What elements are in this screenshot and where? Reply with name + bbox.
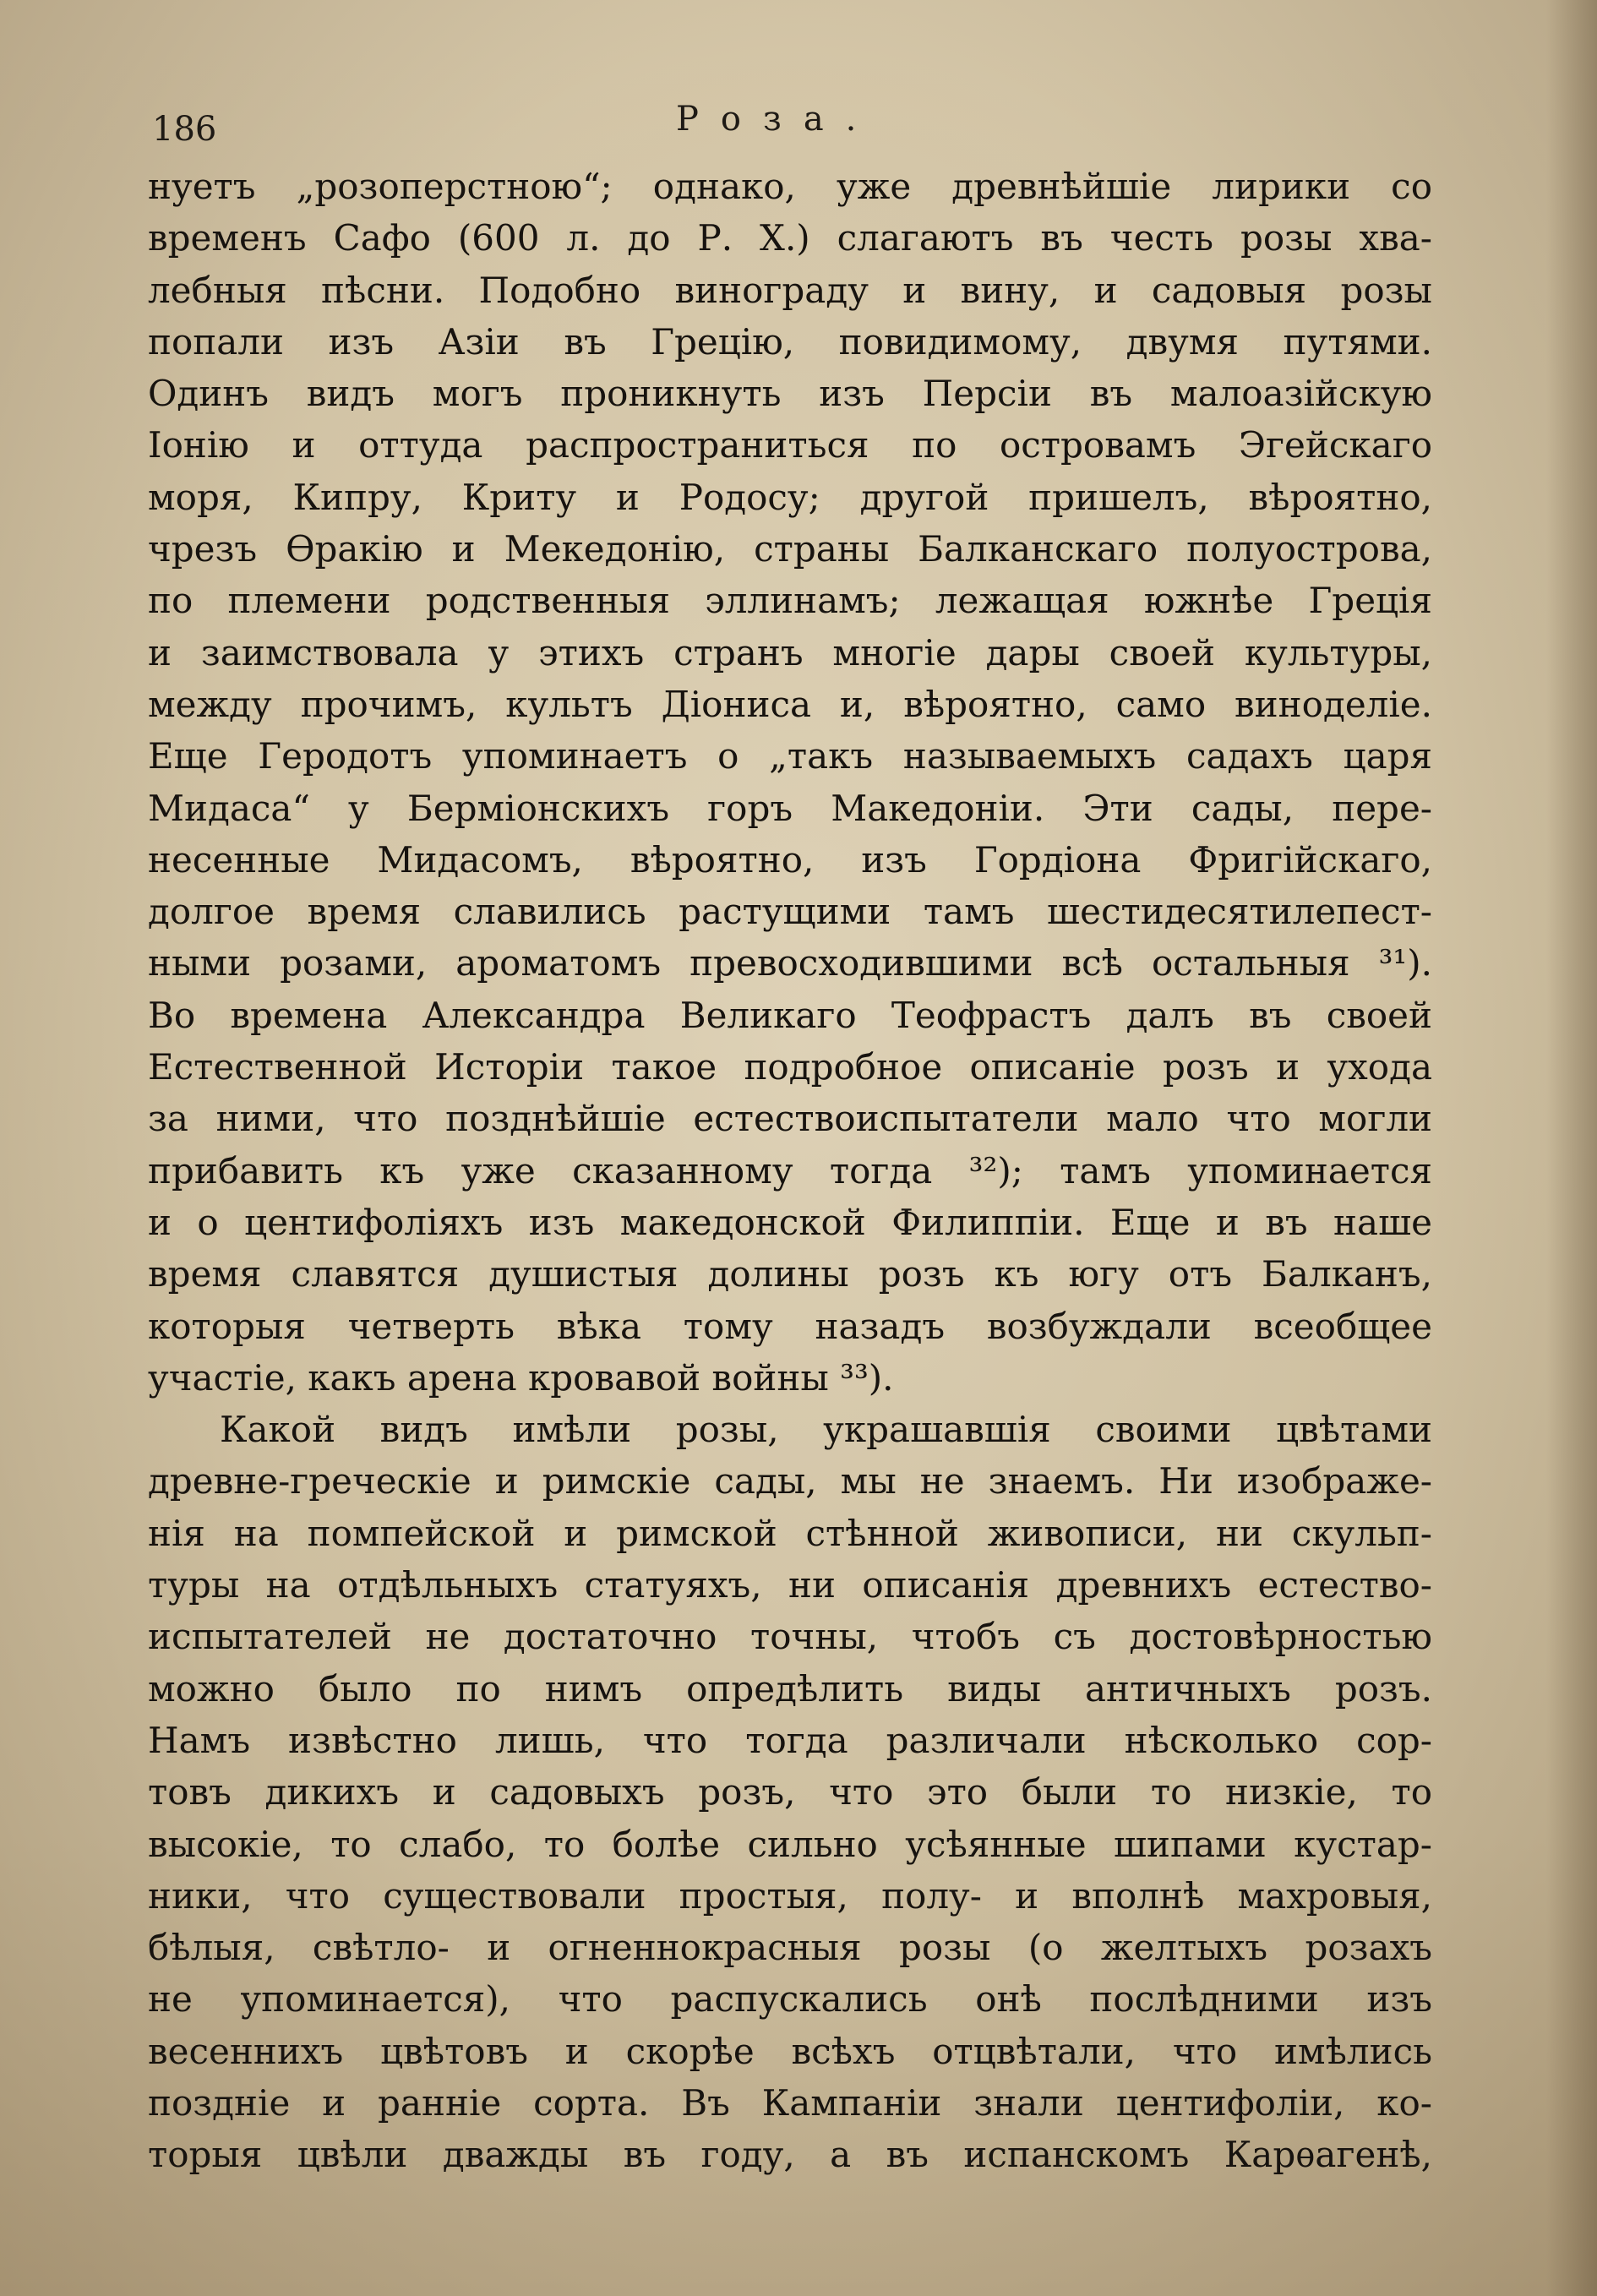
text-line: моря, Кипру, Криту и Родосу; другой пришелъ, вѣроятно, xyxy=(148,476,1432,518)
text-line: бѣлыя, свѣтло- и огненнокрасныя розы (о желтыхъ розахъ xyxy=(148,1927,1432,1969)
text-line: между прочимъ, культъ Діониса и, вѣроятно, само виноделіе. xyxy=(148,683,1432,725)
text-line: Одинъ видъ могъ проникнуть изъ Персіи въ малоазійскую xyxy=(148,373,1432,415)
text-line: чрезъ Ѳракію и Мекедонію, страны Балканскаго полуострова, xyxy=(148,528,1432,570)
text-line: Еще Геродотъ упоминаетъ о „такъ называемыхъ садахъ царя xyxy=(148,735,1432,777)
text-line: которыя четверть вѣка тому назадъ возбуждали всеобщее xyxy=(148,1305,1432,1347)
text-line: Мидаса“ у Берміонскихъ горъ Македоніи. Эти сады, пере- xyxy=(148,787,1432,829)
text-line: товъ дикихъ и садовыхъ розъ, что это были то низкіе, то xyxy=(148,1771,1432,1813)
text-line: и о центифоліяхъ изъ македонской Филиппіи. Еще и въ наше xyxy=(148,1201,1432,1243)
text-line: Какой видъ имѣли розы, украшавшія своими цвѣтами xyxy=(220,1409,1432,1451)
text-line: нія на помпейской и римской стѣнной живописи, ни скульп- xyxy=(148,1512,1432,1554)
text-line: долгое время славились растущими тамъ шестидесятилепест- xyxy=(148,891,1432,933)
text-line: весеннихъ цвѣтовъ и скорѣе всѣхъ отцвѣтали, что имѣлись xyxy=(148,2030,1432,2072)
text-line: лебныя пѣсни. Подобно винограду и вину, и садовыя розы xyxy=(148,269,1432,311)
text-line: по племени родственныя эллинамъ; лежащая южнѣе Греція xyxy=(148,580,1432,622)
text-line: время славятся душистыя долины розъ къ югу отъ Балканъ, xyxy=(148,1253,1432,1295)
text-line: не упоминается), что распускались онѣ послѣдними изъ xyxy=(148,1978,1432,2021)
text-line: Намъ извѣстно лишь, что тогда различали нѣсколько сор- xyxy=(148,1719,1432,1761)
text-line: туры на отдѣльныхъ статуяхъ, ни описанія древнихъ естество- xyxy=(148,1564,1432,1606)
text-line: древне-греческіе и римскіе сады, мы не знаемъ. Ни изображе- xyxy=(148,1460,1432,1502)
text-line: Естественной Исторіи такое подробное описаніе розъ и ухода xyxy=(148,1046,1432,1088)
text-line: несенные Мидасомъ, вѣроятно, изъ Гордіона Фригійскаго, xyxy=(148,838,1432,881)
text-line: ники, что существовали простыя, полу- и вполнѣ махровыя, xyxy=(148,1874,1432,1917)
page-number: 186 xyxy=(152,110,217,149)
text-line: и заимствовала у этихъ странъ многіе дары своей культуры, xyxy=(148,631,1432,674)
text-line: испытателей не достаточно точны, чтобъ съ достовѣрностью xyxy=(148,1616,1432,1658)
text-line: нуетъ „розоперстною“; однако, уже древнѣйшіе лирики со xyxy=(148,166,1432,207)
page-header xyxy=(152,100,1428,150)
text-line: участіе, какъ арена кровавой войны ³³). xyxy=(148,1356,894,1399)
text-line: прибавить къ уже сказанному тогда ³²); тамъ упоминается xyxy=(148,1149,1432,1192)
text-line: высокіе, то слабо, то болѣе сильно усѣянные шипами кустар- xyxy=(148,1823,1432,1865)
text-line: Іонію и оттуда распространиться по островамъ Эгейскаго xyxy=(148,424,1432,466)
text-line: ными розами, ароматомъ превосходившими всѣ остальныя ³¹). xyxy=(148,942,1432,984)
text-line: временъ Сафо (600 л. до Р. Х.) слагаютъ въ честь розы хва- xyxy=(148,217,1432,259)
text-line: можно было по нимъ опредѣлить виды античныхъ розъ. xyxy=(148,1667,1432,1710)
text-line: за ними, что позднѣйшіе естествоиспытатели мало что могли xyxy=(148,1098,1432,1140)
text-line: торыя цвѣли дважды въ году, а въ испанскомъ Карѳагенѣ, xyxy=(148,2134,1432,2176)
text-line: Во времена Александра Великаго Теофрастъ далъ въ своей xyxy=(148,994,1432,1036)
text-line: попали изъ Азіи въ Грецію, повидимому, двумя путями. xyxy=(148,320,1432,363)
text-line: поздніе и ранніе сорта. Въ Кампаніи знали центифоліи, ко- xyxy=(148,2081,1432,2124)
body-text xyxy=(148,161,1432,2181)
running-title: Роза. xyxy=(676,100,879,139)
